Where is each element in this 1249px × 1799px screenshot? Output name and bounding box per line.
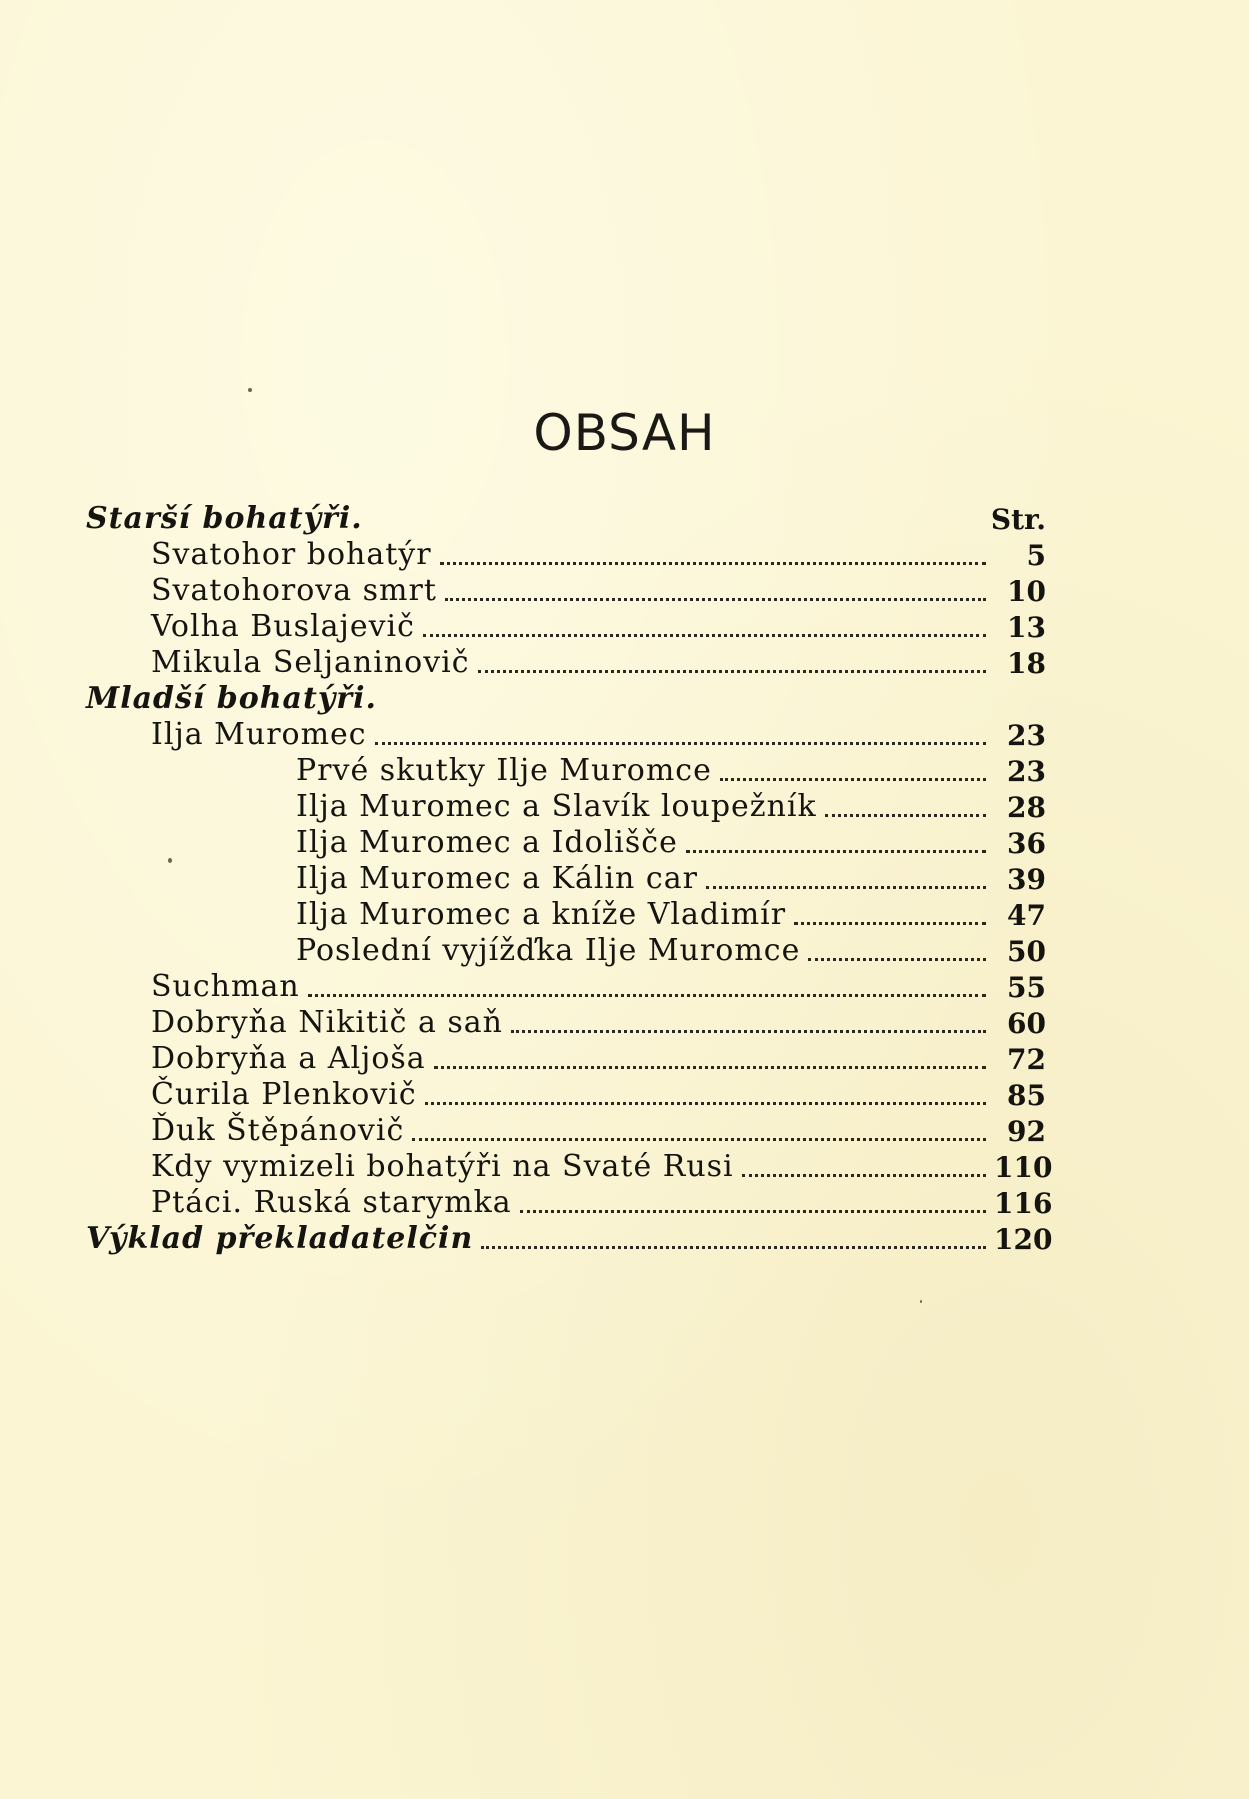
toc-page-number: 110 (994, 1151, 1053, 1184)
toc-entry-title: Ilja Muromec (151, 717, 367, 752)
toc-entry (151, 608, 1046, 644)
toc-entry (151, 572, 1046, 608)
toc-heading: Výklad překladatelčin (86, 1221, 474, 1256)
toc-entry (151, 968, 1046, 1004)
toc-page-number: 60 (1007, 1007, 1046, 1040)
dot-leader (425, 1100, 986, 1105)
toc-subentry (296, 896, 1046, 932)
toc-entry-title: Poslední vyjížďka Ilje Muromce (296, 933, 801, 968)
toc-heading-row (86, 680, 1046, 716)
dot-leader (706, 884, 986, 889)
dot-leader (412, 1136, 986, 1141)
toc-subentry (296, 788, 1046, 824)
toc-page-number: 92 (1007, 1115, 1046, 1148)
toc-page-number: 50 (1007, 935, 1046, 968)
toc-entry (151, 1040, 1046, 1076)
toc-page-number: 85 (1007, 1079, 1046, 1112)
paper-speck (168, 858, 172, 863)
dot-leader (481, 1244, 986, 1249)
paper-speck (920, 1300, 922, 1303)
dot-leader (375, 740, 986, 745)
dot-leader (434, 1064, 986, 1069)
toc-entry (151, 1148, 1053, 1184)
toc-entry-title: Čurila Plenkovič (151, 1077, 417, 1112)
dot-leader (478, 668, 986, 673)
toc-page-number: 120 (994, 1223, 1053, 1256)
toc-entry-title: Volha Buslajevič (151, 609, 415, 644)
toc-entry-title: Mikula Seljaninovič (151, 645, 470, 680)
toc-subentry (296, 860, 1046, 896)
toc-page-number: 72 (1007, 1043, 1046, 1076)
dot-leader (445, 596, 986, 601)
toc-entry (151, 1004, 1046, 1040)
toc-entry-title: Svatohor bohatýr (151, 537, 432, 572)
dot-leader (423, 632, 986, 637)
toc-entry-title: Kdy vymizeli bohatýři na Svaté Rusi (151, 1149, 734, 1184)
toc-page-number: 18 (1007, 647, 1046, 680)
toc-entry (151, 644, 1046, 680)
paper-speck (248, 388, 252, 392)
toc-entry (151, 1184, 1053, 1220)
toc-entry-title: Suchman (151, 969, 300, 1004)
page-column-label: Str. (990, 503, 1046, 536)
toc-page-number: 39 (1007, 863, 1046, 896)
dot-leader (511, 1028, 986, 1033)
dot-leader (308, 992, 986, 997)
toc-entry-title: Svatohorova smrt (151, 573, 437, 608)
dot-leader (440, 560, 986, 565)
toc-subentry (296, 932, 1046, 968)
toc-entry-title: Ptáci. Ruská starymka (151, 1185, 512, 1220)
toc-subentry (296, 752, 1046, 788)
dot-leader (808, 956, 986, 961)
toc-entry-title: Ilja Muromec a Kálin car (296, 861, 698, 896)
toc-heading: Mladší bohatýři. (86, 681, 377, 716)
toc-entry-title: Prvé skutky Ilje Muromce (296, 753, 712, 788)
toc-entry (151, 536, 1046, 572)
toc-entry-title: Ďuk Štěpánovič (151, 1113, 405, 1148)
toc-entry (151, 1076, 1046, 1112)
dot-leader (825, 812, 986, 817)
dot-leader (720, 776, 986, 781)
toc-entry-title: Ilja Muromec a Idolišče (296, 825, 678, 860)
toc-page-number: 23 (1007, 719, 1046, 752)
dot-leader (686, 848, 986, 853)
toc-heading-row (86, 1220, 1053, 1256)
toc-page-number: 47 (1007, 899, 1046, 932)
toc-page-number: 28 (1007, 791, 1046, 824)
toc-page-number: 10 (1007, 575, 1046, 608)
dot-leader (742, 1172, 986, 1177)
toc-page-number: 23 (1007, 755, 1046, 788)
toc-entry-title: Dobryňa a Aljoša (151, 1041, 426, 1076)
toc-heading: Starší bohatýři. (86, 501, 363, 536)
toc-heading-row (86, 500, 1046, 536)
toc-page-number: 5 (1026, 539, 1046, 572)
dot-leader (794, 920, 986, 925)
toc-page-number: 36 (1007, 827, 1046, 860)
page-title: OBSAH (533, 404, 716, 462)
toc-entry-title: Ilja Muromec a kníže Vladimír (296, 897, 787, 932)
toc-entry-title: Ilja Muromec a Slavík loupežník (296, 789, 817, 824)
dot-leader (520, 1208, 986, 1213)
toc-entry (151, 1112, 1046, 1148)
toc-page-number: 116 (994, 1187, 1053, 1220)
toc-page-number: 55 (1007, 971, 1046, 1004)
toc-page-number: 13 (1007, 611, 1046, 644)
toc-entry (151, 716, 1046, 752)
toc-entry-title: Dobryňa Nikitič a saň (151, 1005, 503, 1040)
toc-subentry (296, 824, 1046, 860)
